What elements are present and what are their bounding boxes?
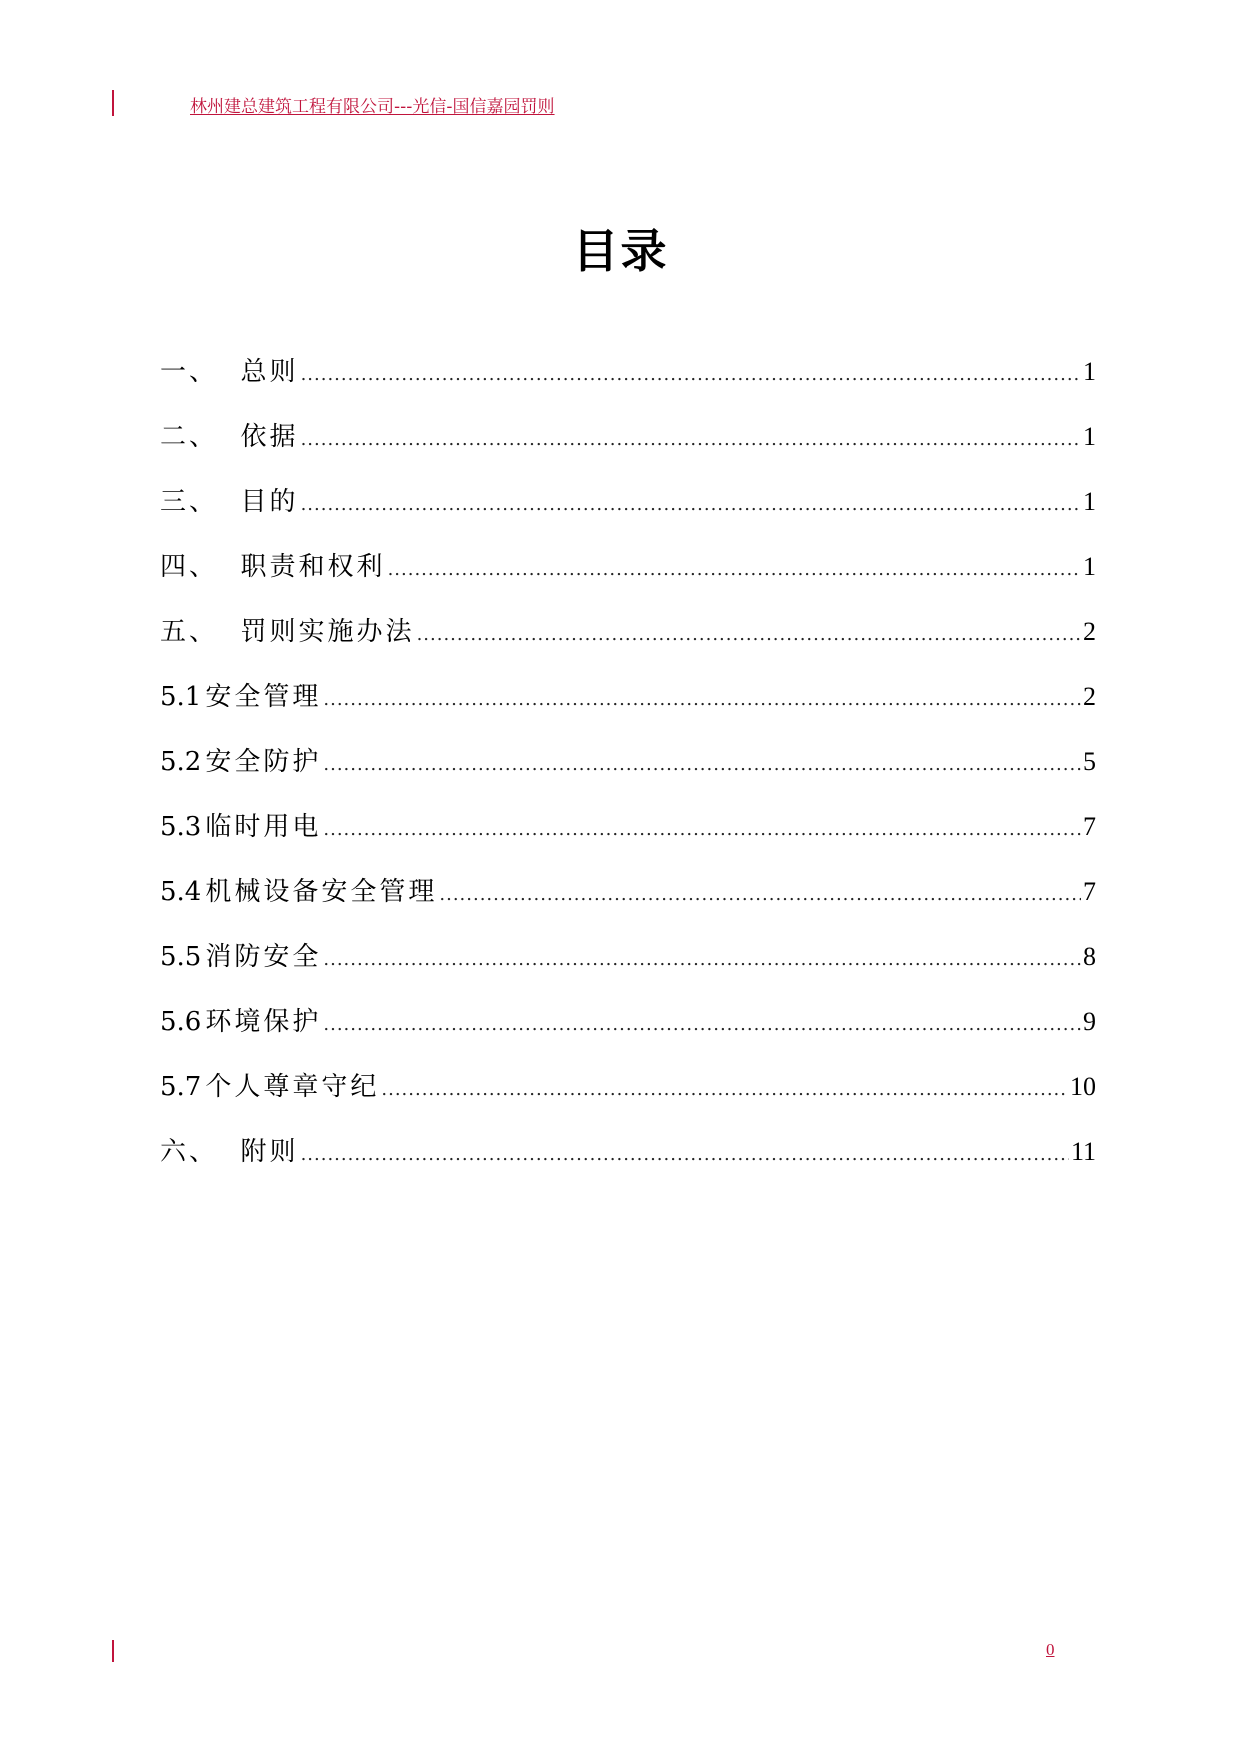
footer-corner-mark <box>112 1640 114 1662</box>
toc-leader-dots <box>323 945 1081 975</box>
toc-entry-2[interactable] <box>160 422 1096 487</box>
toc-entry-page: 1 <box>1083 422 1096 451</box>
toc-entry-page: 7 <box>1083 877 1096 906</box>
toc-entry-page: 1 <box>1083 552 1096 581</box>
toc-entry-1[interactable] <box>160 357 1096 422</box>
toc-entry-page: 2 <box>1083 617 1096 646</box>
toc-entry-page: 1 <box>1083 357 1096 386</box>
toc-entry-page: 5 <box>1083 747 1096 776</box>
toc-entry-page: 9 <box>1083 1007 1096 1036</box>
toc-entry-label: 三、 目的 <box>160 487 299 517</box>
toc-entry-5-2[interactable] <box>160 747 1096 812</box>
running-header: 林州建总建筑工程有限公司---光信-国信嘉园罚则 <box>190 97 555 117</box>
toc-entry-page: 11 <box>1070 1137 1096 1166</box>
toc-entry-label: 5.7 个人尊章守纪 <box>160 1072 380 1102</box>
toc-entry-4[interactable] <box>160 552 1096 617</box>
toc-leader-dots <box>381 1075 1068 1105</box>
toc-entry-label: 一、 总则 <box>160 357 299 387</box>
toc-leader-dots <box>417 620 1081 650</box>
toc-entry-5[interactable] <box>160 617 1096 682</box>
toc-entry-5-6[interactable] <box>160 1007 1096 1072</box>
toc-leader-dots <box>439 880 1081 910</box>
toc-entry-page: 8 <box>1083 942 1096 971</box>
toc-entry-label: 5.4 机械设备安全管理 <box>160 877 438 907</box>
toc-entry-label: 5.1 安全管理 <box>160 682 322 712</box>
toc-leader-dots <box>323 685 1081 715</box>
toc-leader-dots <box>323 815 1081 845</box>
toc-entry-6[interactable] <box>160 1137 1096 1202</box>
toc-leader-dots <box>323 750 1081 780</box>
toc-entry-page: 2 <box>1083 682 1096 711</box>
toc-entry-label: 六、 附则 <box>160 1137 299 1167</box>
toc-leader-dots <box>301 360 1081 390</box>
toc-entry-page: 1 <box>1083 487 1096 516</box>
toc-entry-5-1[interactable] <box>160 682 1096 747</box>
toc-leader-dots <box>323 1010 1081 1040</box>
toc-leader-dots <box>388 555 1081 585</box>
header-corner-mark <box>112 90 114 116</box>
toc-leader-dots <box>301 490 1081 520</box>
toc-entry-label: 5.6 环境保护 <box>160 1007 322 1037</box>
table-of-contents <box>160 357 1096 1202</box>
toc-entry-label: 五、 罚则实施办法 <box>160 617 415 647</box>
toc-leader-dots <box>301 1140 1069 1170</box>
toc-entry-label: 5.3 临时用电 <box>160 812 322 842</box>
toc-entry-page: 10 <box>1070 1072 1096 1101</box>
toc-leader-dots <box>301 425 1081 455</box>
toc-entry-label: 四、 职责和权利 <box>160 552 386 582</box>
toc-entry-5-7[interactable] <box>160 1072 1096 1137</box>
toc-entry-page: 7 <box>1083 812 1096 841</box>
page-number: 0 <box>1046 1640 1055 1659</box>
toc-entry-5-3[interactable] <box>160 812 1096 877</box>
toc-entry-5-4[interactable] <box>160 877 1096 942</box>
toc-entry-3[interactable] <box>160 487 1096 552</box>
toc-entry-label: 二、 依据 <box>160 422 299 452</box>
toc-entry-label: 5.2 安全防护 <box>160 747 322 777</box>
toc-entry-label: 5.5 消防安全 <box>160 942 322 972</box>
toc-entry-5-5[interactable] <box>160 942 1096 1007</box>
page-title: 目录 <box>572 224 669 278</box>
